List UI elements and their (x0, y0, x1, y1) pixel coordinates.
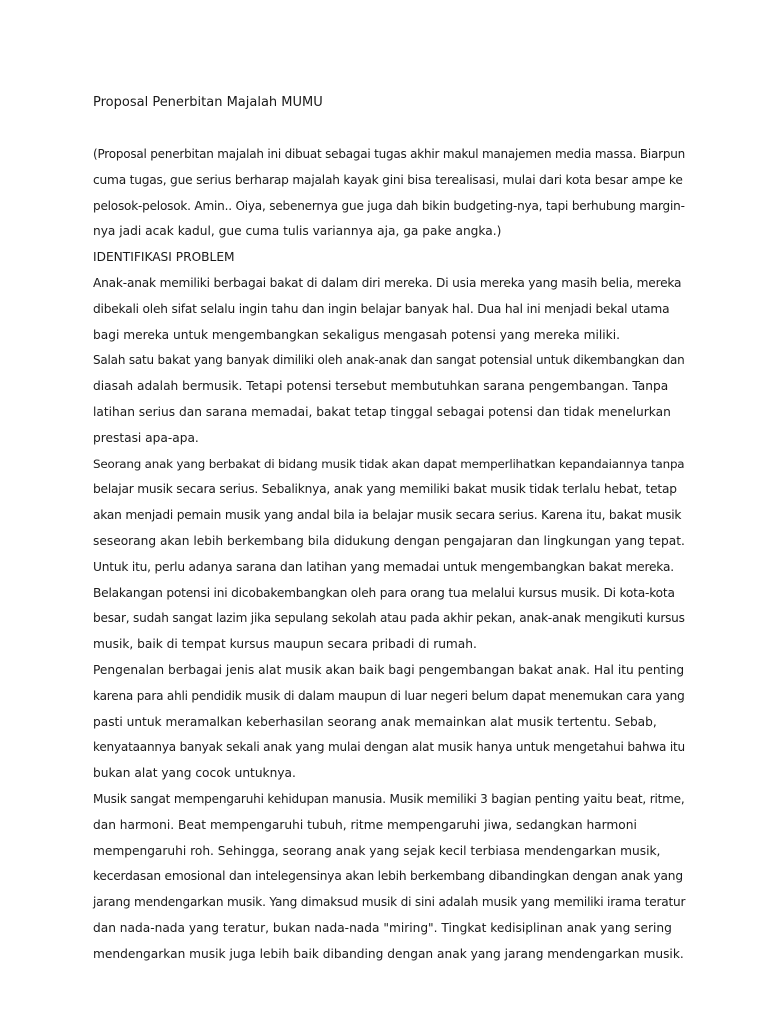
body-line: besar, sudah sangat lazim jika sepulang sekolah atau pada akhir pekan, anak-anak mengikuti kursus (93, 611, 685, 626)
body-line: Pengenalan berbagai jenis alat musik akan baik bagi pengembangan bakat anak. Hal itu penting (93, 662, 685, 677)
body-line: latihan serius dan sarana memadai, bakat tetap tinggal sebagai potensi dan tidak menelurkan (93, 404, 671, 419)
body-line: jarang mendengarkan musik. Yang dimaksud musik di sini adalah musik yang memiliki irama teratur (93, 895, 686, 910)
body-line: mendengarkan musik juga lebih baik dibanding dengan anak yang jarang mendengarkan musik. (93, 946, 684, 961)
body-line: karena para ahli pendidik musik di dalam maupun di luar negeri belum dapat menemukan cara yang (93, 688, 685, 703)
body-line: (Proposal penerbitan majalah ini dibuat sebagai tugas akhir makul manajemen media massa. Biarpun (93, 147, 686, 161)
body-line: pelosok-pelosok. Amin.. Oiya, sebenernya gue juga dah bikin budgeting-nya, tapi berhubung margin- (93, 198, 685, 213)
document-body (93, 142, 685, 968)
body-line: mempengaruhi roh. Sehingga, seorang anak yang sejak kecil terbiasa mendengarkan musik, (93, 843, 661, 858)
body-line: kenyataannya banyak sekali anak yang mulai dengan alat musik hanya untuk mengetahui bahwa itu (93, 740, 685, 755)
body-line: Seorang anak yang berbakat di bidang musik tidak akan dapat memperlihatkan kepandaiannya tanpa (93, 456, 685, 471)
body-line: pasti untuk meramalkan keberhasilan seorang anak memainkan alat musik tertentu. Sebab, (93, 714, 657, 729)
body-line: nya jadi acak kadul, gue cuma tulis variannya aja, ga pake angka.) (93, 224, 502, 239)
body-line: Untuk itu, perlu adanya sarana dan latihan yang memadai untuk mengembangkan bakat mereka. (93, 559, 674, 574)
body-line: diasah adalah bermusik. Tetapi potensi tersebut membutuhkan sarana pengembangan. Tanpa (93, 379, 669, 394)
body-line: Anak-anak memiliki berbagai bakat di dalam diri mereka. Di usia mereka yang masih belia, mereka (93, 275, 682, 290)
body-line: Salah satu bakat yang banyak dimiliki oleh anak-anak dan sangat potensial untuk dikembangkan dan (93, 353, 685, 368)
body-line: Belakangan potensi ini dicobakembangkan oleh para orang tua melalui kursus musik. Di kota-kota (93, 585, 675, 600)
body-line: prestasi apa-apa. (93, 430, 199, 445)
body-line: dan harmoni. Beat mempengaruhi tubuh, ritme mempengaruhi jiwa, sedangkan harmoni (93, 817, 637, 832)
body-line: Musik sangat mempengaruhi kehidupan manusia. Musik memiliki 3 bagian penting yaitu beat, ritme, (93, 791, 685, 806)
body-line: bagi mereka untuk mengembangkan sekaligus mengasah potensi yang mereka miliki. (93, 327, 620, 342)
body-line: seseorang akan lebih berkembang bila didukung dengan pengajaran dan lingkungan yang tepat. (93, 533, 685, 548)
body-line: musik, baik di tempat kursus maupun secara pribadi di rumah. (93, 637, 477, 652)
document-title: Proposal Penerbitan Majalah MUMU (93, 95, 323, 110)
body-line: cuma tugas, gue serius berharap majalah kayak gini bisa terealisasi, mulai dari kota besar ampe ke (93, 172, 683, 187)
body-line: bukan alat yang cocok untuknya. (93, 766, 296, 781)
body-line: kecerdasan emosional dan intelegensinya akan lebih berkembang dibandingkan dengan anak yang (93, 869, 683, 884)
section-heading: IDENTIFIKASI PROBLEM (93, 250, 235, 265)
body-line: dan nada-nada yang teratur, bukan nada-nada "miring". Tingkat kedisiplinan anak yang sering (93, 920, 672, 935)
body-line: belajar musik secara serius. Sebaliknya, anak yang memiliki bakat musik tidak terlalu hebat, tetap (93, 482, 677, 497)
body-line: dibekali oleh sifat selalu ingin tahu dan ingin belajar banyak hal. Dua hal ini menjadi bekal utama (93, 301, 670, 316)
body-line: akan menjadi pemain musik yang andal bila ia belajar musik secara serius. Karena itu, bakat musik (93, 508, 682, 523)
